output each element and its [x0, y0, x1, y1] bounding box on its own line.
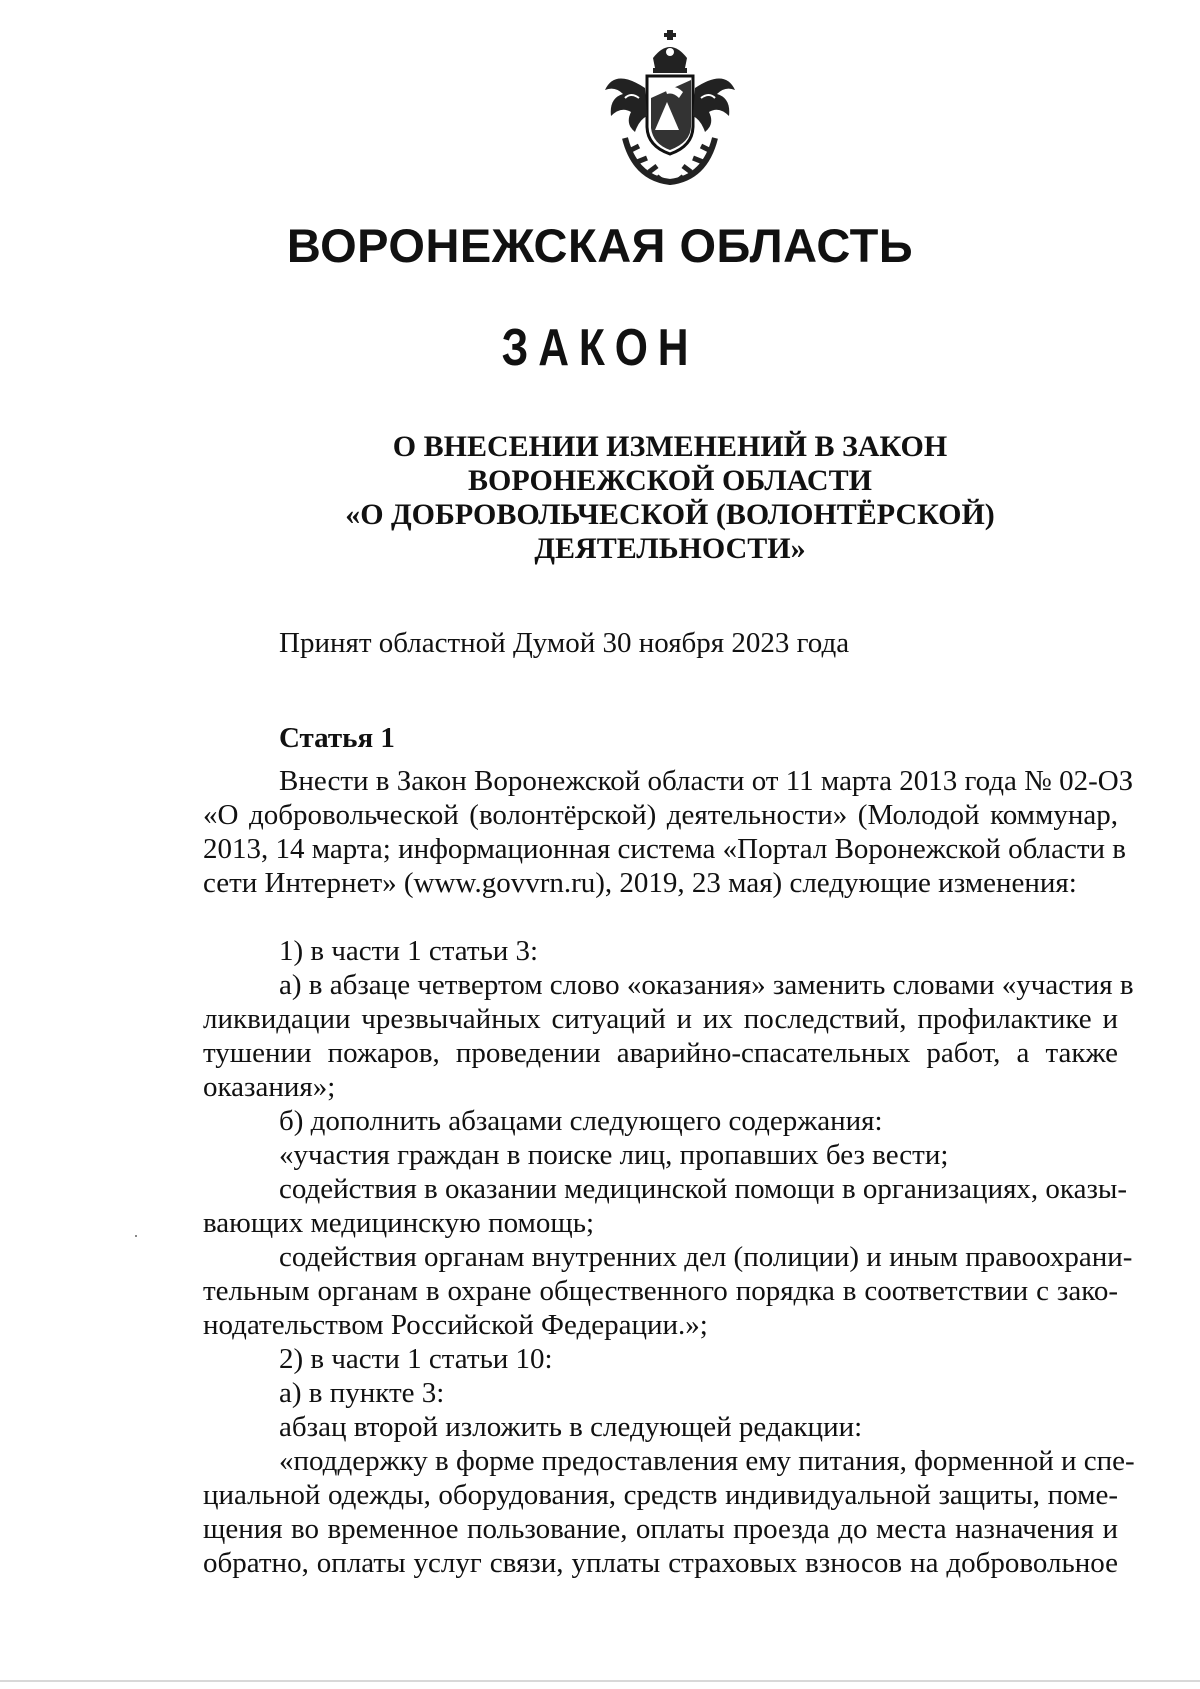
body-line: оказания»;: [203, 1071, 336, 1103]
body-line: «участия граждан в поиске лиц, пропавших без вести;: [279, 1139, 949, 1171]
law-title-line: «О ДОБРОВОЛЬЧЕСКОЙ (ВОЛОНТЁРСКОЙ): [345, 498, 995, 531]
body-line: Внести в Закон Воронежской области от 11 марта 2013 года № 02-ОЗ: [279, 765, 1134, 797]
body-line: 2) в части 1 статьи 10:: [279, 1343, 553, 1375]
law-title-line: ВОРОНЕЖСКОЙ ОБЛАСТИ: [468, 464, 872, 497]
body-line: тельным органам в охране общественного порядка в соответствии с зако-: [203, 1275, 1118, 1307]
body-line: «О добровольческой (волонтёрской) деятельности» (Молодой коммунар,: [203, 799, 1118, 831]
body-line: циальной одежды, оборудования, средств индивидуальной защиты, поме-: [203, 1479, 1118, 1511]
law-title: [240, 430, 1100, 566]
body-line: содействия в оказании медицинской помощи в организациях, оказы-: [279, 1173, 1128, 1205]
region-heading: ВОРОНЕЖСКАЯ ОБЛАСТЬ: [286, 219, 914, 272]
adoption-statement: Принят областной Думой 30 ноября 2023 года: [279, 627, 850, 659]
body-line: обратно, оплаты услуг связи, уплаты страховых взносов на добровольное: [203, 1547, 1118, 1579]
scan-speck: [135, 1235, 137, 1237]
law-title-line: О ВНЕСЕНИИ ИЗМЕНЕНИЙ В ЗАКОН: [392, 430, 948, 463]
body-line: тушении пожаров, проведении аварийно-спасательных работ, а также: [203, 1037, 1118, 1069]
body-line: «поддержку в форме предоставления ему питания, форменной и спе-: [279, 1445, 1135, 1477]
law-title-line: ДЕЯТЕЛЬНОСТИ»: [534, 532, 806, 565]
body-line: а) в пункте 3:: [279, 1377, 445, 1409]
scan-edge-line: [0, 1680, 1200, 1682]
document-type-heading: ЗАКОН: [501, 319, 699, 377]
body-line: содействия органам внутренних дел (полиции) и иным правоохрани-: [279, 1241, 1133, 1273]
body-line: сети Интернет» (www.govvrn.ru), 2019, 23 мая) следующие изменения:: [203, 867, 1077, 899]
body-line: вающих медицинскую помощь;: [203, 1207, 595, 1239]
article-heading: Статья 1: [279, 722, 395, 754]
body-line: ликвидации чрезвычайных ситуаций и их последствий, профилактике и: [203, 1003, 1118, 1035]
body-line: а) в абзаце четвертом слово «оказания» заменить словами «участия в: [279, 969, 1134, 1001]
body-line: нодательством Российской Федерации.»;: [203, 1309, 708, 1341]
article-body: [203, 764, 1135, 1580]
paragraph-gap: [203, 900, 1118, 934]
body-line: 1) в части 1 статьи 3:: [279, 935, 539, 967]
body-line: щения во временное пользование, оплаты проезда до места назначения и: [203, 1513, 1118, 1545]
body-line: б) дополнить абзацами следующего содержания:: [279, 1105, 883, 1137]
body-line: 2013, 14 марта; информационная система «Портал Воронежской области в: [203, 833, 1126, 865]
body-line: абзац второй изложить в следующей редакции:: [279, 1411, 863, 1443]
coat-of-arms-emblem: [595, 28, 745, 188]
